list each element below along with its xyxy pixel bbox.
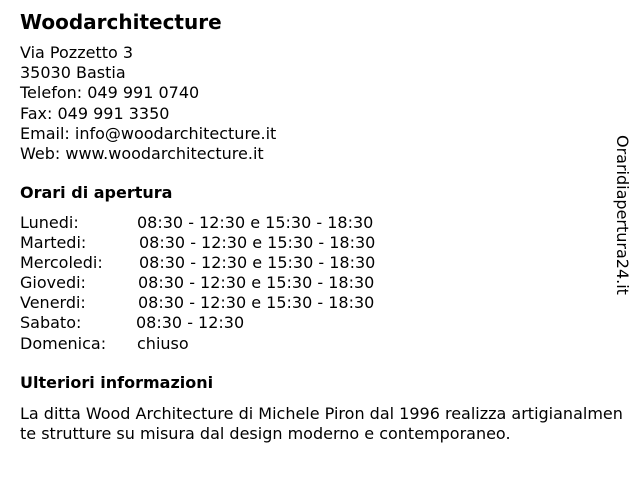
opening-hours-table [20,213,440,354]
day-label: Martedi: [20,233,87,253]
day-label: Mercoledi: [20,253,103,273]
time-value: 08:30 - 12:30 e 15:30 - 18:30 [139,253,376,273]
day-label: Venerdi: [20,293,86,313]
day-label: Lunedi: [20,213,79,232]
day-label: Sabato: [20,313,82,333]
time-value: 08:30 - 12:30 e 15:30 - 18:30 [138,293,375,313]
hours-row-saturday [20,313,440,333]
business-name: Woodarchitecture [20,10,222,34]
website-address: Web: www.woodarchitecture.it [20,144,264,164]
hours-row-friday [20,293,440,313]
hours-row-monday [20,213,440,233]
hours-row-tuesday [20,233,440,253]
business-description: La ditta Wood Architecture di Michele Piron dal 1996 realizza artigianalmente strutture su misura dal design moderno e contemporaneo. [20,404,623,443]
time-value: 08:30 - 12:30 [136,313,245,333]
additional-info-heading: Ulteriori informazioni [20,373,214,392]
watermark-site-name: Oraridiapertura24.it [613,135,632,295]
day-label: Giovedi: [20,273,86,293]
email-address: Email: info@woodarchitecture.it [20,123,277,143]
day-label: Domenica: [20,333,107,353]
address-city: 35030 Bastia [20,63,126,83]
address-street: Via Pozzetto 3 [20,43,134,62]
hours-row-wednesday [20,253,440,273]
contact-details [20,43,276,164]
hours-row-thursday [20,273,440,293]
time-value: 08:30 - 12:30 e 15:30 - 18:30 [137,213,374,232]
time-value: 08:30 - 12:30 e 15:30 - 18:30 [138,273,375,293]
time-value: chiuso [137,333,189,353]
opening-hours-heading: Orari di apertura [20,183,173,202]
fax-number: Fax: 049 991 3350 [20,103,170,123]
phone-number: Telefon: 049 991 0740 [20,83,200,103]
time-value: 08:30 - 12:30 e 15:30 - 18:30 [139,233,376,253]
hours-row-sunday [20,334,440,354]
